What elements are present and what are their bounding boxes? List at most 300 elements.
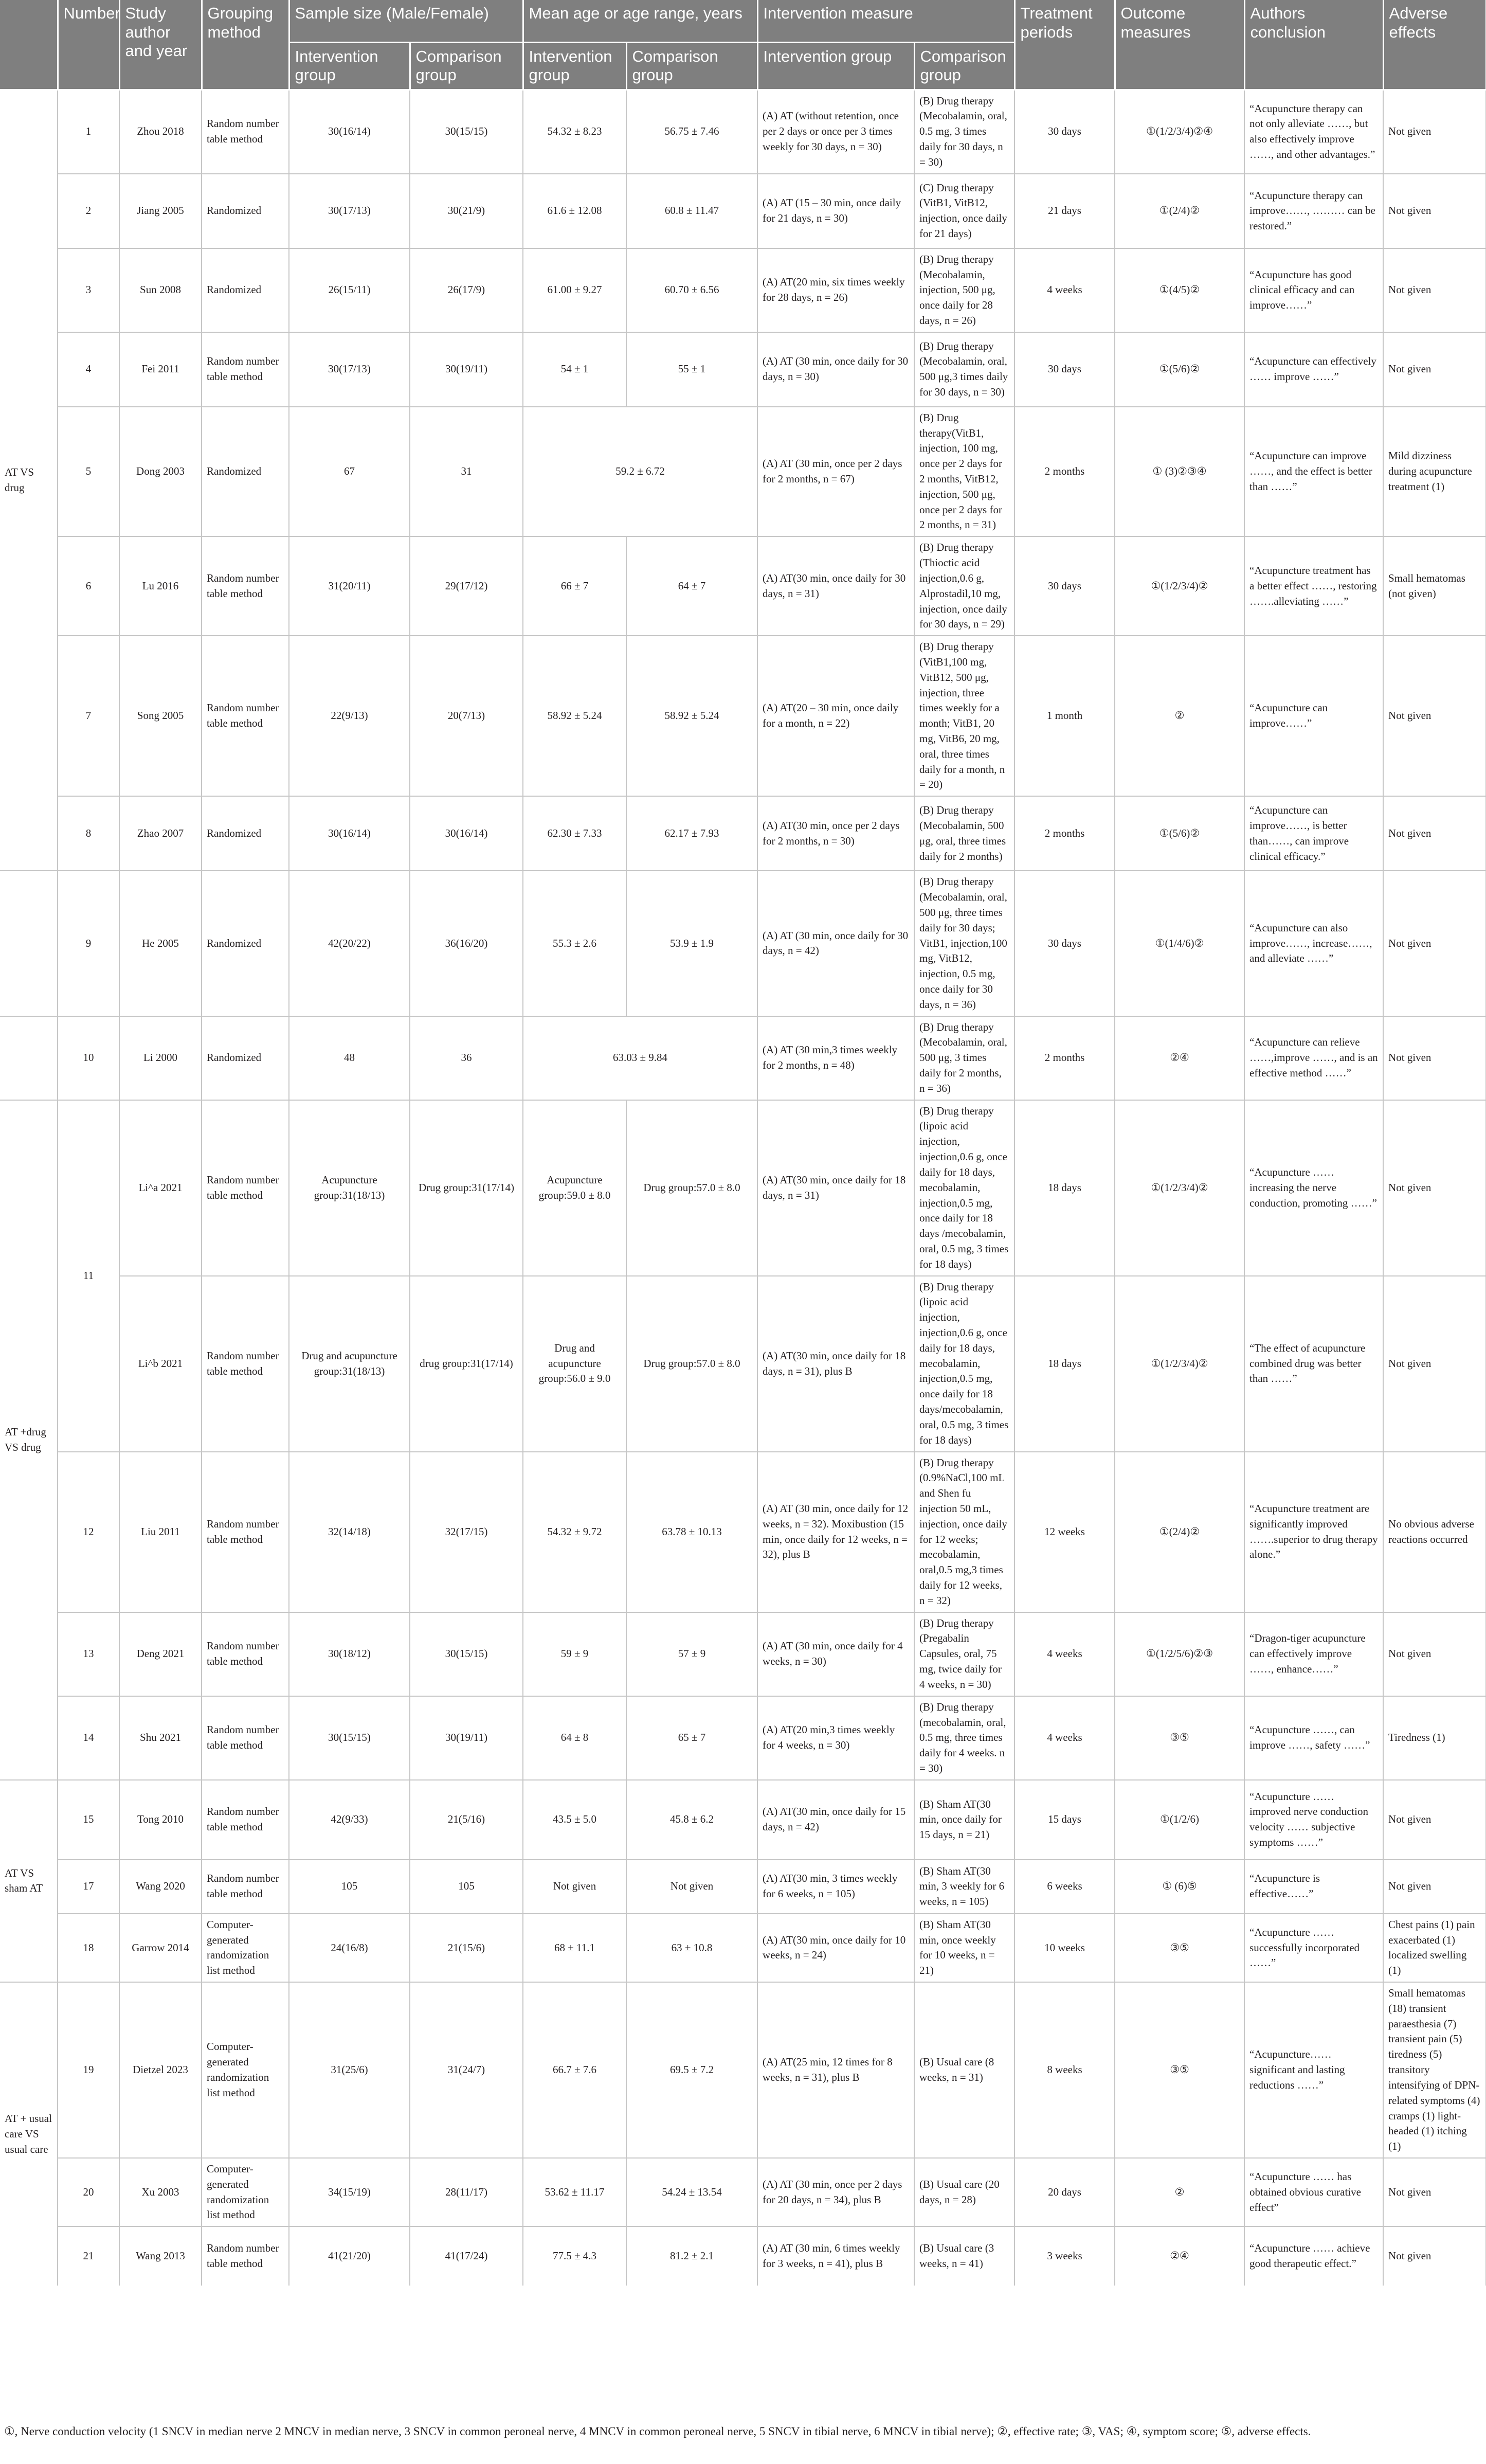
study-number: 3 <box>58 248 119 332</box>
study-number: 7 <box>58 636 119 796</box>
mean-age-comparison: 65 ± 7 <box>626 1696 757 1780</box>
comparison-measure: (B) Drug therapy (Thioctic acid injection,0.6 g, Alprostadil,10 mg, injection, once daily for 30 days, n = 29) <box>914 536 1014 636</box>
header-adverse-effects: Adverse effects <box>1383 0 1486 89</box>
mean-age-intervention: 61.00 ± 9.27 <box>523 248 626 332</box>
study-number: 9 <box>58 871 119 1016</box>
mean-age-comparison: Drug group:57.0 ± 8.0 <box>626 1100 757 1276</box>
comparison-group-label: AT VS drug <box>0 89 58 871</box>
sample-size-comparison: 29(17/12) <box>410 536 523 636</box>
study-author: Tong 2010 <box>119 1780 202 1860</box>
study-author: Dong 2003 <box>119 407 202 537</box>
mean-age-intervention: 43.5 ± 5.0 <box>523 1780 626 1860</box>
mean-age-intervention: 54.32 ± 8.23 <box>523 89 626 174</box>
grouping-method: Random number table method <box>202 1780 289 1860</box>
authors-conclusion: “Acupuncture therapy can improve……, ……… can be restored.” <box>1244 174 1383 248</box>
comparison-measure: (B) Sham AT(30 min, once weekly for 10 weeks, n = 21) <box>914 1914 1014 1982</box>
outcome-measures: ③⑤ <box>1115 1914 1244 1982</box>
comparison-measure: (B) Drug therapy (Mecobalamin, oral, 500 μg, 3 times daily for 2 months, n = 36) <box>914 1016 1014 1100</box>
mean-age-comparison: 69.5 ± 7.2 <box>626 1982 757 2158</box>
sample-size-comparison: 21(5/16) <box>410 1780 523 1860</box>
sample-size-intervention: 34(15/19) <box>289 2158 410 2226</box>
mean-age-combined: 59.2 ± 6.72 <box>523 407 757 537</box>
authors-conclusion: “Acupuncture can improve……” <box>1244 636 1383 796</box>
treatment-period: 2 months <box>1014 407 1115 537</box>
table-row <box>0 1276 1486 1452</box>
mean-age-comparison: 81.2 ± 2.1 <box>626 2226 757 2286</box>
adverse-effects: Tiredness (1) <box>1383 1696 1486 1780</box>
adverse-effects: Not given <box>1383 1612 1486 1696</box>
outcome-measures: ② <box>1115 2158 1244 2226</box>
intervention-measure: (A) AT (30 min, once daily for 12 weeks, n = 32). Moxibustion (15 min, once daily for 12 weeks, n = 32), plus B <box>757 1452 914 1612</box>
study-author: Li 2000 <box>119 1016 202 1100</box>
authors-conclusion: “Acupuncture …… increasing the nerve conduction, promoting ……” <box>1244 1100 1383 1276</box>
intervention-measure: (A) AT(20 – 30 min, once daily for a month, n = 22) <box>757 636 914 796</box>
sample-size-comparison: 105 <box>410 1860 523 1914</box>
authors-conclusion: “Acupuncture ……, can improve ……, safety ……” <box>1244 1696 1383 1780</box>
intervention-measure: (A) AT (30 min,3 times weekly for 2 months, n = 48) <box>757 1016 914 1100</box>
sample-size-comparison: 26(17/9) <box>410 248 523 332</box>
treatment-period: 30 days <box>1014 89 1115 174</box>
study-number: 8 <box>58 796 119 871</box>
adverse-effects: No obvious adverse reactions occurred <box>1383 1452 1486 1612</box>
study-number: 2 <box>58 174 119 248</box>
sample-size-intervention: 31(25/6) <box>289 1982 410 2158</box>
treatment-period: 6 weeks <box>1014 1860 1115 1914</box>
intervention-measure: (A) AT (15 – 30 min, once daily for 21 days, n = 30) <box>757 174 914 248</box>
intervention-measure: (A) AT (30 min, once per 2 days for 20 days, n = 34), plus B <box>757 2158 914 2226</box>
study-number: 10 <box>58 1016 119 1100</box>
sample-size-intervention: 24(16/8) <box>289 1914 410 1982</box>
mean-age-intervention: 61.6 ± 12.08 <box>523 174 626 248</box>
outcome-measures: ①(4/5)② <box>1115 248 1244 332</box>
intervention-measure: (A) AT(30 min, once daily for 10 weeks, n = 24) <box>757 1914 914 1982</box>
study-author: Li^a 2021 <box>119 1100 202 1276</box>
sample-size-intervention: 30(17/13) <box>289 174 410 248</box>
authors-conclusion: “Acupuncture treatment has a better effect ……, restoring …….alleviating ……” <box>1244 536 1383 636</box>
sample-size-comparison: 36(16/20) <box>410 871 523 1016</box>
mean-age-comparison: 56.75 ± 7.46 <box>626 89 757 174</box>
sample-size-intervention: 30(17/13) <box>289 332 410 407</box>
study-author: Zhao 2007 <box>119 796 202 871</box>
authors-conclusion: “Acupuncture…… significant and lasting reductions ……” <box>1244 1982 1383 2158</box>
header-number: Number <box>58 0 119 89</box>
grouping-method: Randomized <box>202 1016 289 1100</box>
table-row <box>0 796 1486 871</box>
authors-conclusion: “Acupuncture therapy can not only alleviate ……, but also effectively improve ……, and other advantages.” <box>1244 89 1383 174</box>
study-author: Wang 2013 <box>119 2226 202 2286</box>
study-number: 5 <box>58 407 119 537</box>
sample-size-comparison: 21(15/6) <box>410 1914 523 1982</box>
table-row <box>0 2226 1486 2286</box>
sample-size-intervention: Acupuncture group:31(18/13) <box>289 1100 410 1276</box>
sample-size-comparison: 31(24/7) <box>410 1982 523 2158</box>
header-treatment-periods: Treatment periods <box>1014 0 1115 89</box>
outcome-measures: ③⑤ <box>1115 1982 1244 2158</box>
comparison-measure: (B) Drug therapy (Mecobalamin, injection, 500 μg, once daily for 28 days, n = 26) <box>914 248 1014 332</box>
intervention-measure: (A) AT(30 min, once per 2 days for 2 months, n = 30) <box>757 796 914 871</box>
study-number: 11 <box>58 1100 119 1452</box>
outcome-measures: ①(5/6)② <box>1115 332 1244 407</box>
comparison-group-label <box>0 871 58 1016</box>
sample-size-intervention: 105 <box>289 1860 410 1914</box>
footnote: ①, Nerve conduction velocity (1 SNCV in median nerve 2 MNCV in median nerve, 3 SNCV in common peroneal nerve, 4 MNCV in common peroneal nerve, 5 SNCV in tibial nerve, 6 MNCV in tibial nerve); ②, effective rate; ③, VAS; ④, symptom score; ⑤, adverse effects. <box>4 2425 1311 2438</box>
authors-conclusion: “Acupuncture is effective……” <box>1244 1860 1383 1914</box>
intervention-measure: (A) AT (30 min, once daily for 30 days, n = 42) <box>757 871 914 1016</box>
grouping-method: Randomized <box>202 407 289 537</box>
header-grouping: Grouping method <box>202 0 289 89</box>
adverse-effects: Not given <box>1383 174 1486 248</box>
grouping-method: Random number table method <box>202 1860 289 1914</box>
study-author: Deng 2021 <box>119 1612 202 1696</box>
adverse-effects: Small hematomas (not given) <box>1383 536 1486 636</box>
comparison-measure: (B) Drug therapy (Mecobalamin, oral, 500 μg, three times daily for 30 days; VitB1, injection,100 mg, VitB12, injection, 0.5 mg, once daily for 30 days, n = 36) <box>914 871 1014 1016</box>
header-ss-intervention: Intervention group <box>289 42 410 89</box>
mean-age-intervention: 66 ± 7 <box>523 536 626 636</box>
study-author: Sun 2008 <box>119 248 202 332</box>
outcome-measures: ①(1/4/6)② <box>1115 871 1244 1016</box>
table-row <box>0 1100 1486 1276</box>
sample-size-comparison: 30(19/11) <box>410 332 523 407</box>
grouping-method: Random number table method <box>202 1100 289 1276</box>
authors-conclusion: “Acupuncture can improve……, is better than……, can improve clinical efficacy.” <box>1244 796 1383 871</box>
treatment-period: 30 days <box>1014 871 1115 1016</box>
intervention-measure: (A) AT (30 min, once daily for 30 days, n = 30) <box>757 332 914 407</box>
treatment-period: 12 weeks <box>1014 1452 1115 1612</box>
sample-size-intervention: 30(15/15) <box>289 1696 410 1780</box>
adverse-effects: Not given <box>1383 1100 1486 1276</box>
comparison-measure: (B) Usual care (3 weeks, n = 41) <box>914 2226 1014 2286</box>
comparison-measure: (B) Drug therapy (Mecobalamin, oral, 500 μg,3 times daily for 30 days, n = 30) <box>914 332 1014 407</box>
comparison-measure: (B) Usual care (20 days, n = 28) <box>914 2158 1014 2226</box>
comparison-measure: (B) Drug therapy (mecobalamin, oral, 0.5 mg, three times daily for 4 weeks. n = 30) <box>914 1696 1014 1780</box>
sample-size-comparison: 30(21/9) <box>410 174 523 248</box>
grouping-method: Random number table method <box>202 1696 289 1780</box>
intervention-measure: (A) AT(20 min, six times weekly for 28 days, n = 26) <box>757 248 914 332</box>
outcome-measures: ①(1/2/3/4)② <box>1115 536 1244 636</box>
mean-age-comparison: 55 ± 1 <box>626 332 757 407</box>
study-number: 14 <box>58 1696 119 1780</box>
header-age-comparison: Comparison group <box>626 42 757 89</box>
treatment-period: 3 weeks <box>1014 2226 1115 2286</box>
sample-size-comparison: Drug group:31(17/14) <box>410 1100 523 1276</box>
study-number: 21 <box>58 2226 119 2286</box>
header-group <box>0 0 58 89</box>
mean-age-comparison: 64 ± 7 <box>626 536 757 636</box>
treatment-period: 30 days <box>1014 332 1115 407</box>
study-author: Liu 2011 <box>119 1452 202 1612</box>
study-author: Lu 2016 <box>119 536 202 636</box>
sample-size-intervention: 30(16/14) <box>289 796 410 871</box>
table-row <box>0 1982 1486 2158</box>
mean-age-comparison: 63 ± 10.8 <box>626 1914 757 1982</box>
table-row <box>0 1612 1486 1696</box>
mean-age-intervention: 54.32 ± 9.72 <box>523 1452 626 1612</box>
table-row <box>0 89 1486 174</box>
study-number: 17 <box>58 1860 119 1914</box>
mean-age-intervention: 64 ± 8 <box>523 1696 626 1780</box>
comparison-group-label <box>0 1016 58 1100</box>
sample-size-comparison: 36 <box>410 1016 523 1100</box>
comparison-measure: (B) Drug therapy (lipoic acid injection, injection,0.6 g, once daily for 18 days, mecobalamin, injection,0.5 mg, once daily for 18 days /mecobalamin, oral, 0.5 mg, 3 times for 18 days) <box>914 1100 1014 1276</box>
sample-size-intervention: 42(20/22) <box>289 871 410 1016</box>
study-author: Li^b 2021 <box>119 1276 202 1452</box>
comparison-measure: (B) Drug therapy(VitB1, injection, 100 mg, once per 2 days for 2 months, VitB12, injection, 500 μg, once per 2 days for 2 months, n = 31) <box>914 407 1014 537</box>
authors-conclusion: “Acupuncture has good clinical efficacy and can improve……” <box>1244 248 1383 332</box>
adverse-effects: Small hematomas (18) transient paraesthesia (7) transient pain (5) tiredness (5) transitory intensifying of DPN- related symptoms (4) cramps (1) light- headed (1) itching (1) <box>1383 1982 1486 2158</box>
study-number: 18 <box>58 1914 119 1982</box>
study-author: Fei 2011 <box>119 332 202 407</box>
study-author: Song 2005 <box>119 636 202 796</box>
authors-conclusion: “Dragon-tiger acupuncture can effectively improve ……, enhance……” <box>1244 1612 1383 1696</box>
mean-age-comparison: 60.8 ± 11.47 <box>626 174 757 248</box>
outcome-measures: ②④ <box>1115 2226 1244 2286</box>
grouping-method: Randomized <box>202 796 289 871</box>
outcome-measures: ①(2/4)② <box>1115 1452 1244 1612</box>
comparison-measure: (B) Drug therapy (Pregabalin Capsules, oral, 75 mg, twice daily for 4 weeks, n = 30) <box>914 1612 1014 1696</box>
table-row <box>0 332 1486 407</box>
mean-age-comparison: Drug group:57.0 ± 8.0 <box>626 1276 757 1452</box>
grouping-method: Computer-generated randomization list method <box>202 2158 289 2226</box>
comparison-group-label: AT VS sham AT <box>0 1780 58 1982</box>
mean-age-intervention: 62.30 ± 7.33 <box>523 796 626 871</box>
comparison-measure: (B) Drug therapy (lipoic acid injection, injection,0.6 g, once daily for 18 days, mecobalamin, injection,0.5 mg, once daily for 18 days/mecobalamin, oral, 0.5 mg, 3 times for 18 days) <box>914 1276 1014 1452</box>
sample-size-intervention: 48 <box>289 1016 410 1100</box>
mean-age-intervention: 77.5 ± 4.3 <box>523 2226 626 2286</box>
intervention-measure: (A) AT (without retention, once per 2 days or once per 3 times weekly for 30 days, n = 30) <box>757 89 914 174</box>
header-im-comparison: Comparison group <box>914 42 1014 89</box>
sample-size-intervention: 22(9/13) <box>289 636 410 796</box>
grouping-method: Random number table method <box>202 636 289 796</box>
authors-conclusion: “The effect of acupuncture combined drug was better than ……” <box>1244 1276 1383 1452</box>
study-number: 20 <box>58 2158 119 2226</box>
grouping-method: Random number table method <box>202 536 289 636</box>
table-row <box>0 1780 1486 1860</box>
authors-conclusion: “Acupuncture …… achieve good therapeutic effect.” <box>1244 2226 1383 2286</box>
grouping-method: Computer-generated randomization list method <box>202 1914 289 1982</box>
sample-size-intervention: 32(14/18) <box>289 1452 410 1612</box>
sample-size-intervention: 41(21/20) <box>289 2226 410 2286</box>
treatment-period: 2 months <box>1014 1016 1115 1100</box>
comparison-measure: (B) Drug therapy (VitB1,100 mg, VitB12, 500 μg, injection, three times weekly for a month; VitB1, 20 mg, VitB6, 20 mg, oral, three times daily for a month, n = 20) <box>914 636 1014 796</box>
treatment-period: 1 month <box>1014 636 1115 796</box>
adverse-effects: Mild dizziness during acupuncture treatment (1) <box>1383 407 1486 537</box>
study-number: 12 <box>58 1452 119 1612</box>
table-row <box>0 1860 1486 1914</box>
mean-age-intervention: 66.7 ± 7.6 <box>523 1982 626 2158</box>
treatment-period: 30 days <box>1014 536 1115 636</box>
intervention-measure: (A) AT(30 min, once daily for 18 days, n = 31) <box>757 1100 914 1276</box>
treatment-period: 10 weeks <box>1014 1914 1115 1982</box>
grouping-method: Randomized <box>202 248 289 332</box>
grouping-method: Random number table method <box>202 1612 289 1696</box>
table-row <box>0 871 1486 1016</box>
outcome-measures: ①(5/6)② <box>1115 796 1244 871</box>
intervention-measure: (A) AT(30 min, once daily for 30 days, n = 31) <box>757 536 914 636</box>
mean-age-intervention: 58.92 ± 5.24 <box>523 636 626 796</box>
table-row <box>0 1016 1486 1100</box>
mean-age-comparison: 54.24 ± 13.54 <box>626 2158 757 2226</box>
grouping-method: Random number table method <box>202 332 289 407</box>
sample-size-comparison: 30(15/15) <box>410 89 523 174</box>
study-number: 1 <box>58 89 119 174</box>
outcome-measures: ② <box>1115 636 1244 796</box>
sample-size-intervention: 42(9/33) <box>289 1780 410 1860</box>
treatment-period: 2 months <box>1014 796 1115 871</box>
study-number: 13 <box>58 1612 119 1696</box>
outcome-measures: ①(1/2/3/4)②④ <box>1115 89 1244 174</box>
outcome-measures: ①(1/2/3/4)② <box>1115 1276 1244 1452</box>
study-author: Jiang 2005 <box>119 174 202 248</box>
sample-size-intervention: 30(16/14) <box>289 89 410 174</box>
mean-age-comparison: 53.9 ± 1.9 <box>626 871 757 1016</box>
study-author: Dietzel 2023 <box>119 1982 202 2158</box>
outcome-measures: ③⑤ <box>1115 1696 1244 1780</box>
study-author: Wang 2020 <box>119 1860 202 1914</box>
outcome-measures: ①(2/4)② <box>1115 174 1244 248</box>
header-age-intervention: Intervention group <box>523 42 626 89</box>
comparison-measure: (B) Drug therapy (Mecobalamin, 500 μg, oral, three times daily for 2 months) <box>914 796 1014 871</box>
grouping-method: Random number table method <box>202 2226 289 2286</box>
comparison-measure: (C) Drug therapy (VitB1, VitB12, injection, once daily for 21 days) <box>914 174 1014 248</box>
mean-age-comparison: 60.70 ± 6.56 <box>626 248 757 332</box>
comparison-measure: (B) Sham AT(30 min, once daily for 15 days, n = 21) <box>914 1780 1014 1860</box>
table-row <box>0 1696 1486 1780</box>
authors-conclusion: “Acupuncture …… has obtained obvious curative effect” <box>1244 2158 1383 2226</box>
comparison-group-label: AT +drug VS drug <box>0 1100 58 1780</box>
treatment-period: 18 days <box>1014 1276 1115 1452</box>
grouping-method: Randomized <box>202 871 289 1016</box>
sample-size-intervention: 26(15/11) <box>289 248 410 332</box>
header-im-intervention: Intervention group <box>757 42 914 89</box>
table-row <box>0 1452 1486 1612</box>
header-intervention-measure: Intervention measure <box>757 0 1014 42</box>
study-author: Zhou 2018 <box>119 89 202 174</box>
treatment-period: 18 days <box>1014 1100 1115 1276</box>
study-number: 6 <box>58 536 119 636</box>
mean-age-comparison: 58.92 ± 5.24 <box>626 636 757 796</box>
outcome-measures: ①(1/2/3/4)② <box>1115 1100 1244 1276</box>
treatment-period: 20 days <box>1014 2158 1115 2226</box>
adverse-effects: Not given <box>1383 332 1486 407</box>
mean-age-comparison: 63.78 ± 10.13 <box>626 1452 757 1612</box>
grouping-method: Randomized <box>202 174 289 248</box>
sample-size-comparison: 28(11/17) <box>410 2158 523 2226</box>
outcome-measures: ②④ <box>1115 1016 1244 1100</box>
study-author: Shu 2021 <box>119 1696 202 1780</box>
mean-age-intervention: 59 ± 9 <box>523 1612 626 1696</box>
adverse-effects: Not given <box>1383 1016 1486 1100</box>
mean-age-comparison: 45.8 ± 6.2 <box>626 1780 757 1860</box>
treatment-period: 15 days <box>1014 1780 1115 1860</box>
mean-age-intervention: 54 ± 1 <box>523 332 626 407</box>
study-author: Garrow 2014 <box>119 1914 202 1982</box>
intervention-measure: (A) AT(25 min, 12 times for 8 weeks, n = 31), plus B <box>757 1982 914 2158</box>
treatment-period: 4 weeks <box>1014 1696 1115 1780</box>
authors-conclusion: “Acupuncture can relieve ……,improve ……, and is an effective method ……” <box>1244 1016 1383 1100</box>
outcome-measures: ①(1/2/6) <box>1115 1780 1244 1860</box>
intervention-measure: (A) AT(30 min, once daily for 15 days, n = 42) <box>757 1780 914 1860</box>
mean-age-comparison: 57 ± 9 <box>626 1612 757 1696</box>
adverse-effects: Not given <box>1383 1276 1486 1452</box>
mean-age-intervention: Acupuncture group:59.0 ± 8.0 <box>523 1100 626 1276</box>
table-row <box>0 407 1486 537</box>
intervention-measure: (A) AT (30 min, once daily for 4 weeks, n = 30) <box>757 1612 914 1696</box>
header-sample-size: Sample size (Male/Female) <box>289 0 523 42</box>
intervention-measure: (A) AT(30 min, once daily for 18 days, n = 31), plus B <box>757 1276 914 1452</box>
comparison-group-label: AT + usual care VS usual care <box>0 1982 58 2286</box>
adverse-effects: Not given <box>1383 2226 1486 2286</box>
outcome-measures: ①(1/2/5/6)②③ <box>1115 1612 1244 1696</box>
comparison-measure: (B) Drug therapy (Mecobalamin, oral, 0.5 mg, 3 times daily for 30 days, n = 30) <box>914 89 1014 174</box>
adverse-effects: Not given <box>1383 248 1486 332</box>
grouping-method: Computer-generated randomization list method <box>202 1982 289 2158</box>
adverse-effects: Not given <box>1383 89 1486 174</box>
mean-age-intervention: Not given <box>523 1860 626 1914</box>
table-row <box>0 248 1486 332</box>
outcome-measures: ① (6)⑤ <box>1115 1860 1244 1914</box>
header-outcome-measures: Outcome measures <box>1115 0 1244 89</box>
authors-conclusion: “Acupuncture can effectively …… improve ……” <box>1244 332 1383 407</box>
table-row <box>0 174 1486 248</box>
header-study: Study author and year <box>119 0 202 89</box>
study-number: 19 <box>58 1982 119 2158</box>
adverse-effects: Not given <box>1383 1860 1486 1914</box>
sample-size-comparison: 32(17/15) <box>410 1452 523 1612</box>
sample-size-intervention: 30(18/12) <box>289 1612 410 1696</box>
comparison-measure: (B) Sham AT(30 min, 3 weekly for 6 weeks, n = 105) <box>914 1860 1014 1914</box>
study-number: 4 <box>58 332 119 407</box>
table-row <box>0 536 1486 636</box>
header-ss-comparison: Comparison group <box>410 42 523 89</box>
sample-size-intervention: 31(20/11) <box>289 536 410 636</box>
table-row <box>0 636 1486 796</box>
mean-age-combined: 63.03 ± 9.84 <box>523 1016 757 1100</box>
sample-size-comparison: 20(7/13) <box>410 636 523 796</box>
sample-size-intervention: Drug and acupuncture group:31(18/13) <box>289 1276 410 1452</box>
mean-age-comparison: 62.17 ± 7.93 <box>626 796 757 871</box>
grouping-method: Random number table method <box>202 1276 289 1452</box>
authors-conclusion: “Acupuncture treatment are significantly improved …….superior to drug therapy alone.” <box>1244 1452 1383 1612</box>
study-number: 15 <box>58 1780 119 1860</box>
mean-age-intervention: Drug and acupuncture group:56.0 ± 9.0 <box>523 1276 626 1452</box>
authors-conclusion: “Acupuncture can also improve……, increase……, and alleviate ……” <box>1244 871 1383 1016</box>
authors-conclusion: “Acupuncture …… successfully incorporated ……” <box>1244 1914 1383 1982</box>
header-authors-conclusion: Authors conclusion <box>1244 0 1383 89</box>
mean-age-comparison: Not given <box>626 1860 757 1914</box>
comparison-measure: (B) Drug therapy (0.9%NaCl,100 mL and Shen fu injection 50 mL, injection, once daily for 12 weeks; mecobalamin, oral,0.5 mg,3 times daily for 12 weeks, n = 32) <box>914 1452 1014 1612</box>
sample-size-comparison: 41(17/24) <box>410 2226 523 2286</box>
sample-size-comparison: 30(19/11) <box>410 1696 523 1780</box>
treatment-period: 4 weeks <box>1014 1612 1115 1696</box>
intervention-measure: (A) AT(20 min,3 times weekly for 4 weeks, n = 30) <box>757 1696 914 1780</box>
intervention-measure: (A) AT (30 min, 6 times weekly for 3 weeks, n = 41), plus B <box>757 2226 914 2286</box>
adverse-effects: Not given <box>1383 796 1486 871</box>
sample-size-comparison: drug group:31(17/14) <box>410 1276 523 1452</box>
study-author: Xu 2003 <box>119 2158 202 2226</box>
grouping-method: Random number table method <box>202 1452 289 1612</box>
treatment-period: 8 weeks <box>1014 1982 1115 2158</box>
sample-size-comparison: 31 <box>410 407 523 537</box>
mean-age-intervention: 68 ± 11.1 <box>523 1914 626 1982</box>
adverse-effects: Not given <box>1383 2158 1486 2226</box>
adverse-effects: Not given <box>1383 636 1486 796</box>
intervention-measure: (A) AT(30 min, 3 times weekly for 6 weeks, n = 105) <box>757 1860 914 1914</box>
adverse-effects: Chest pains (1) pain exacerbated (1) localized swelling (1) <box>1383 1914 1486 1982</box>
comparison-measure: (B) Usual care (8 weeks, n = 31) <box>914 1982 1014 2158</box>
adverse-effects: Not given <box>1383 1780 1486 1860</box>
table-row <box>0 2158 1486 2226</box>
mean-age-intervention: 53.62 ± 11.17 <box>523 2158 626 2226</box>
